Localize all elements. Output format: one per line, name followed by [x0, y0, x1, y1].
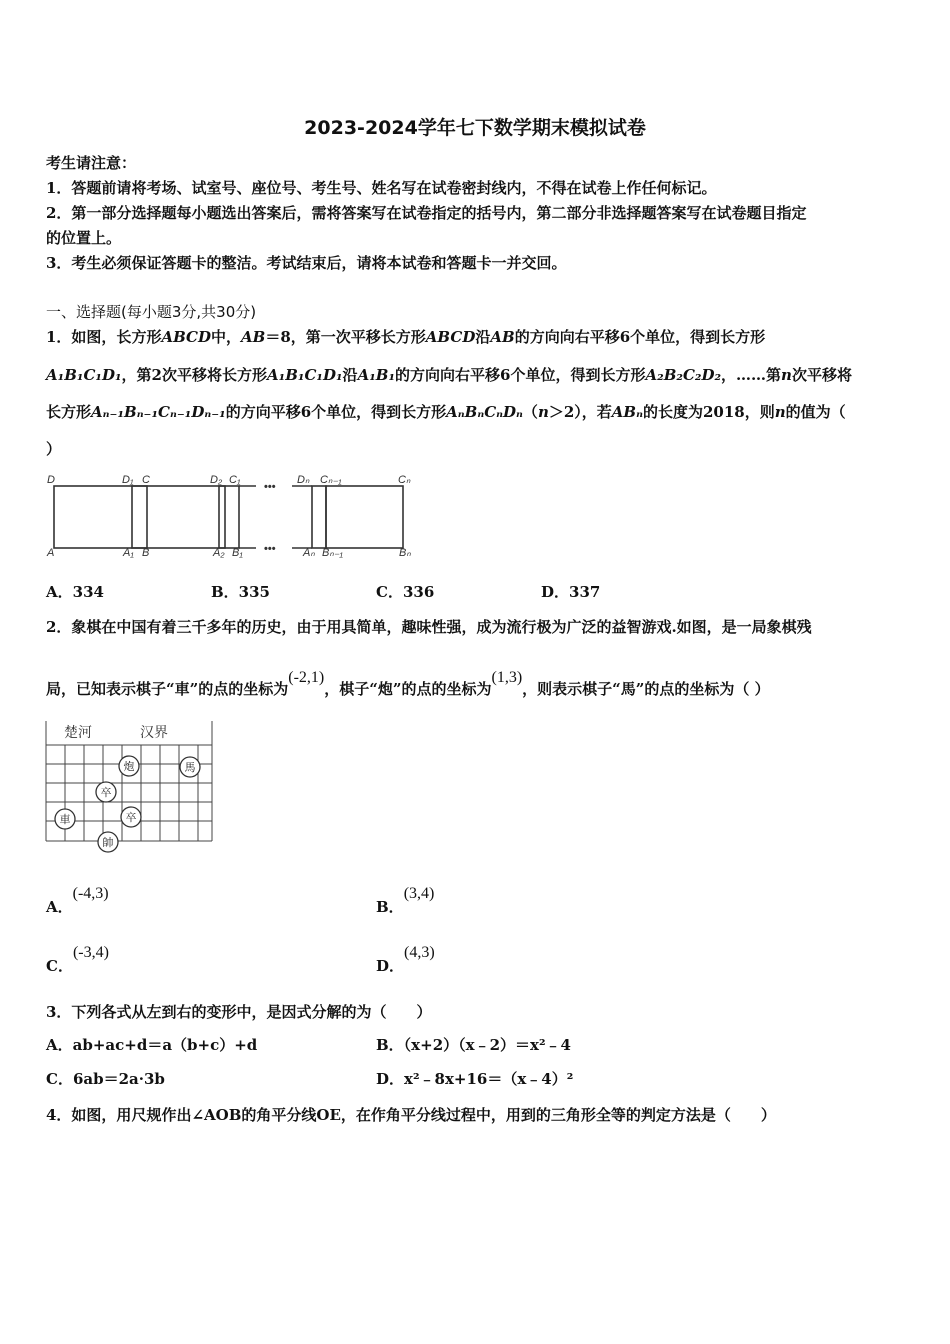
- q2-option-b[interactable]: B．(3,4): [376, 885, 435, 916]
- q3-option-c[interactable]: C．6ab＝2a·3b: [46, 1070, 165, 1088]
- piece-horse-label: 馬: [184, 762, 196, 774]
- piece-cannon-label: 炮: [123, 761, 135, 773]
- label-d: D: [47, 474, 55, 486]
- notice-item: 3．考生必须保证答题卡的整洁。考试结束后，请将本试卷和答题卡一并交回。: [46, 254, 567, 272]
- piece-chariot-label: 車: [59, 814, 71, 826]
- label-d2: D₂: [210, 474, 223, 486]
- rectangle-prev-partial: [312, 486, 326, 548]
- q1-option-c[interactable]: C．336: [376, 583, 435, 601]
- label-dn: Dₙ: [297, 474, 310, 486]
- rectangle-a2-partial: [219, 486, 239, 548]
- q3-option-b[interactable]: B．（x+2）（x﹣2）＝x²﹣4: [376, 1036, 571, 1054]
- label-a: A: [47, 547, 55, 559]
- label-bn-1: Bₙ₋₁: [322, 547, 343, 559]
- label-c1: C₁: [229, 474, 241, 486]
- notice-heading: 考生请注意：: [46, 154, 137, 172]
- label-b: B: [142, 547, 150, 559]
- label-b1: B₁: [232, 547, 243, 559]
- q2-line1: 2．象棋在中国有着三千多年的历史，由于用具简单，趣味性强，成为流行极为广泛的益智游戏.如图，是一局象棋残: [46, 618, 812, 636]
- rectangle-a1b1c1d1: [132, 486, 225, 548]
- notice-item: 的位置上。: [46, 229, 122, 247]
- section-heading: 一、选择题(每小题3分,共30分): [46, 303, 257, 321]
- piece-soldier-1-label: 卒: [100, 787, 112, 799]
- q1-line2: A₁B₁C₁D₁，第2次平移将长方形A₁B₁C₁D₁沿A₁B₁的方向向右平移6个单位，得到长方形A₂B₂C₂D₂，……第n次平移将: [46, 366, 852, 384]
- q2-option-d[interactable]: D．(4,3): [376, 944, 435, 975]
- page-title: 2023-2024学年七下数学期末模拟试卷: [304, 117, 646, 139]
- label-an: Aₙ: [303, 547, 315, 559]
- label-a2: A₂: [213, 547, 225, 559]
- q2-line2: 局，已知表示棋子“車”的点的坐标为(-2,1)，棋子“炮”的点的坐标为(1,3)，则表示棋子“馬”的点的坐标为（ ）: [46, 669, 770, 698]
- q1-line1: 1．如图，长方形ABCD中，AB＝8，第一次平移长方形ABCD沿AB的方向向右平移6个单位，得到长方形: [46, 328, 766, 346]
- q4-stem: 4．如图，用尺规作出∠AOB的角平分线OE，在作角平分线过程中，用到的三角形全等的判定方法是（ ）: [46, 1106, 776, 1124]
- ellipsis-bottom: •••: [264, 543, 276, 555]
- label-cn-1: Cₙ₋₁: [320, 474, 342, 486]
- ellipsis-top: •••: [264, 481, 276, 493]
- q2-chess-board: [44, 719, 216, 857]
- label-c: C: [142, 474, 150, 486]
- board-river-right: 汉界: [140, 724, 168, 740]
- q3-option-a[interactable]: A．ab+ac+d＝a（b+c）+d: [46, 1036, 258, 1054]
- piece-general-label: 帥: [102, 837, 114, 849]
- q1-rectangle-figure: [44, 470, 424, 562]
- q2-option-a[interactable]: A．(-4,3): [46, 885, 109, 916]
- label-bn: Bₙ: [399, 547, 411, 559]
- rectangle-anbncndn: [326, 486, 403, 548]
- q2-option-c[interactable]: C．(-3,4): [46, 944, 109, 975]
- q1-line4: ）: [46, 440, 62, 458]
- piece-soldier-2-label: 卒: [125, 812, 137, 824]
- q3-option-d[interactable]: D．x²﹣8x+16＝（x﹣4）²: [376, 1070, 574, 1088]
- q3-stem: 3．下列各式从左到右的变形中，是因式分解的为（ ）: [46, 1003, 432, 1021]
- board-river-left: 楚河: [64, 724, 92, 740]
- rectangle-abcd: [54, 486, 147, 548]
- q1-option-b[interactable]: B．335: [211, 583, 270, 601]
- label-a1: A₁: [123, 547, 134, 559]
- q1-option-d[interactable]: D．337: [541, 583, 601, 601]
- q1-option-a[interactable]: A．334: [46, 583, 104, 601]
- notice-item: 2．第一部分选择题每小题选出答案后，需将答案写在试卷指定的括号内，第二部分非选择题答案写在试卷题目指定: [46, 204, 807, 222]
- notice-item: 1．答题前请将考场、试室号、座位号、考生号、姓名写在试卷密封线内，不得在试卷上作任何标记。: [46, 179, 717, 197]
- label-d1: D₁: [122, 474, 134, 486]
- label-cn: Cₙ: [398, 474, 411, 486]
- q1-line3: 长方形Aₙ₋₁Bₙ₋₁Cₙ₋₁Dₙ₋₁的方向平移6个单位，得到长方形AₙBₙCₙDₙ（n＞2），若ABₙ的长度为2018，则n的值为（: [46, 403, 846, 421]
